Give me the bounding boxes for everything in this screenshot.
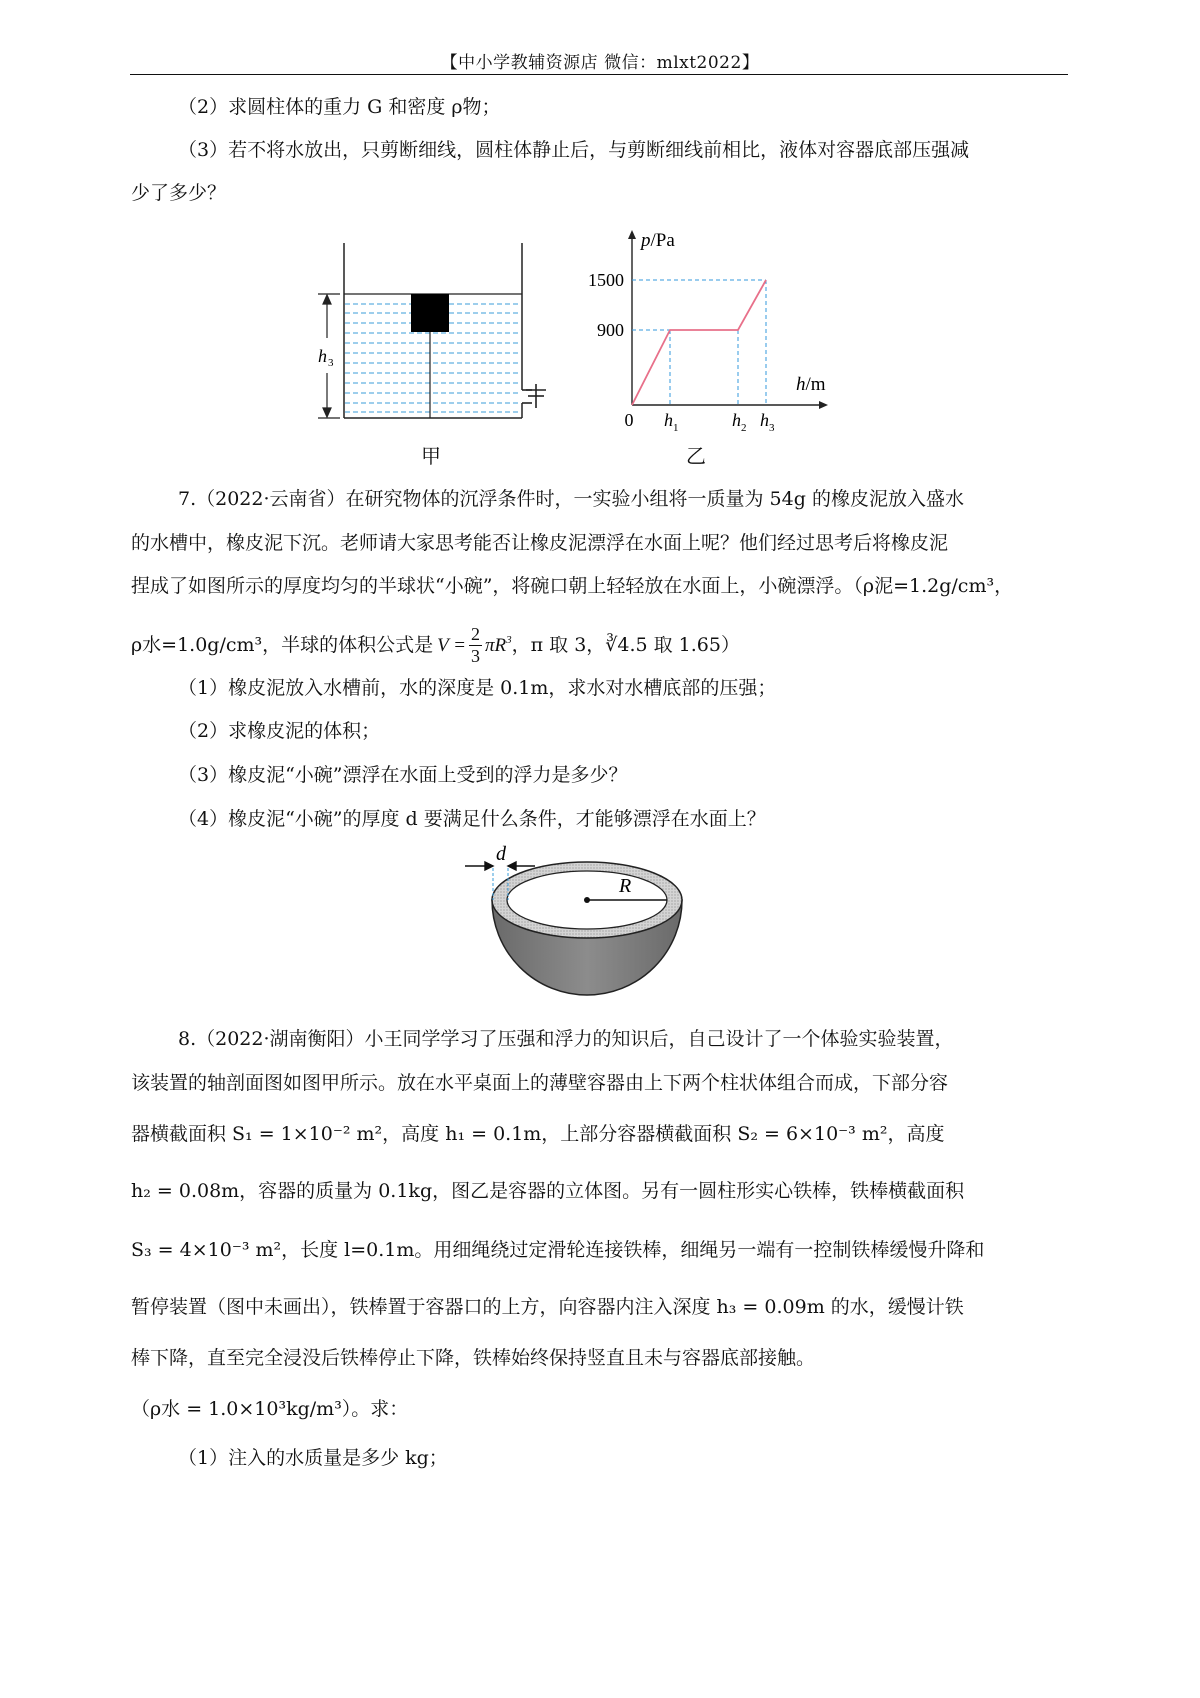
- q6-part2: （2）求圆柱体的重力 G 和密度 ρ物；: [178, 96, 501, 118]
- x-axis-label: h/m: [796, 374, 826, 395]
- radius-label: R: [619, 875, 632, 897]
- volume-formula-rhs: $\pi R^3$: [485, 634, 512, 657]
- q8-line8: （ρ水 = 1.0×10³kg/m³）。求：: [131, 1398, 409, 1420]
- x-tick-label-h1: $h_1$: [664, 410, 679, 434]
- q7-line2: 的水槽中，橡皮泥下沉。老师请大家思考能否让橡皮泥漂浮在水面上呢？他们经过思考后将橡皮泥: [131, 532, 949, 554]
- q8-line1: 8.（2022·湖南衡阳）小王同学学习了压强和浮力的知识后，自己设计了一个体验实验装置，: [178, 1028, 954, 1050]
- valve-icon: [522, 384, 546, 408]
- y-tick-label-900: 900: [597, 320, 624, 340]
- q8-line6: 暂停装置（图中未画出），铁棒置于容器口的上方，向容器内注入深度 h₃ = 0.09m 的水，缓慢计铁: [131, 1296, 964, 1318]
- q7-sub2: （2）求橡皮泥的体积；: [178, 720, 381, 742]
- volume-formula-lhs: V =: [437, 634, 466, 656]
- y-tick-label-1500: 1500: [588, 270, 624, 290]
- volume-formula-fraction: $\frac{2}{3}$: [471, 624, 480, 666]
- q8-line3: 器横截面积 S₁ = 1×10⁻² m²，高度 h₁ = 0.1m，上部分容器横截面积 S₂ = 6×10⁻³ m²，高度: [131, 1123, 945, 1145]
- series-line: [632, 280, 766, 405]
- q6-part3-line1: （3）若不将水放出，只剪断细线，圆柱体静止后，与剪断细线前相比，液体对容器底部压强减: [178, 139, 970, 161]
- x-tick-label-0: 0: [624, 410, 634, 430]
- q8-line4: h₂ = 0.08m，容器的质量为 0.1kg，图乙是容器的立体图。另有一圆柱形实心铁棒，铁棒横截面积: [131, 1180, 965, 1202]
- x-tick-label-h3: $h_3$: [760, 410, 775, 434]
- q6-part3-line2: 少了多少？: [131, 182, 227, 204]
- q7-line4-end: ，π 取 3，∛4.5 取 1.65）: [511, 633, 740, 656]
- q7-sub4: （4）橡皮泥“小碗”的厚度 d 要满足什么条件，才能够漂浮在水面上？: [178, 808, 766, 830]
- thickness-label: d: [496, 843, 506, 865]
- q7-line4: [131, 624, 740, 666]
- figure-jia-container: [300, 238, 570, 438]
- figure-bowl: [455, 840, 715, 1012]
- svg-text:3: 3: [328, 357, 334, 369]
- cylinder-block: [411, 294, 449, 332]
- header-title: 【中小学教辅资源店 微信：mlxt2022】: [440, 53, 760, 73]
- q7-line3: 捏成了如图所示的厚度均匀的半球状“小碗”，将碗口朝上轻轻放在水面上，小碗漂浮。（ρ泥=1.2g/cm³，: [131, 575, 1014, 597]
- x-axis-arrow: [819, 401, 828, 409]
- y-axis-label: p/Pa: [641, 230, 675, 251]
- q8-sub1: （1）注入的水质量是多少 kg；: [178, 1447, 448, 1469]
- q8-line5: S₃ = 4×10⁻³ m²，长度 l=0.1m。用细绳绕过定滑轮连接铁棒，细绳另一端有一控制铁棒缓慢升降和: [131, 1239, 985, 1261]
- h3-label: h: [318, 346, 327, 366]
- x-tick-label-h2: $h_2$: [732, 410, 747, 434]
- figure-yi-chart: [570, 222, 850, 437]
- q8-line7: 棒下降，直至完全浸没后铁棒停止下降，铁棒始终保持竖直且未与容器底部接触。: [131, 1347, 816, 1369]
- figure-jia-caption: 甲: [421, 444, 441, 468]
- q7-sub1: （1）橡皮泥放入水槽前，水的深度是 0.1m，求水对水槽底部的压强；: [178, 677, 777, 699]
- q7-sub3: （3）橡皮泥“小碗”漂浮在水面上受到的浮力是多少？: [178, 764, 628, 786]
- y-axis-arrow: [628, 230, 636, 239]
- q7-line1: 7.（2022·云南省）在研究物体的沉浮条件时，一实验小组将一质量为 54g 的橡皮泥放入盛水: [178, 488, 964, 510]
- q8-line2: 该装置的轴剖面图如图甲所示。放在水平桌面上的薄壁容器由上下两个柱状体组合而成，下部分容: [131, 1072, 949, 1094]
- figure-yi-caption: 乙: [686, 444, 706, 468]
- header-divider: [130, 74, 1068, 75]
- q7-line4-start: ρ水=1.0g/cm³，半球的体积公式是: [131, 633, 434, 656]
